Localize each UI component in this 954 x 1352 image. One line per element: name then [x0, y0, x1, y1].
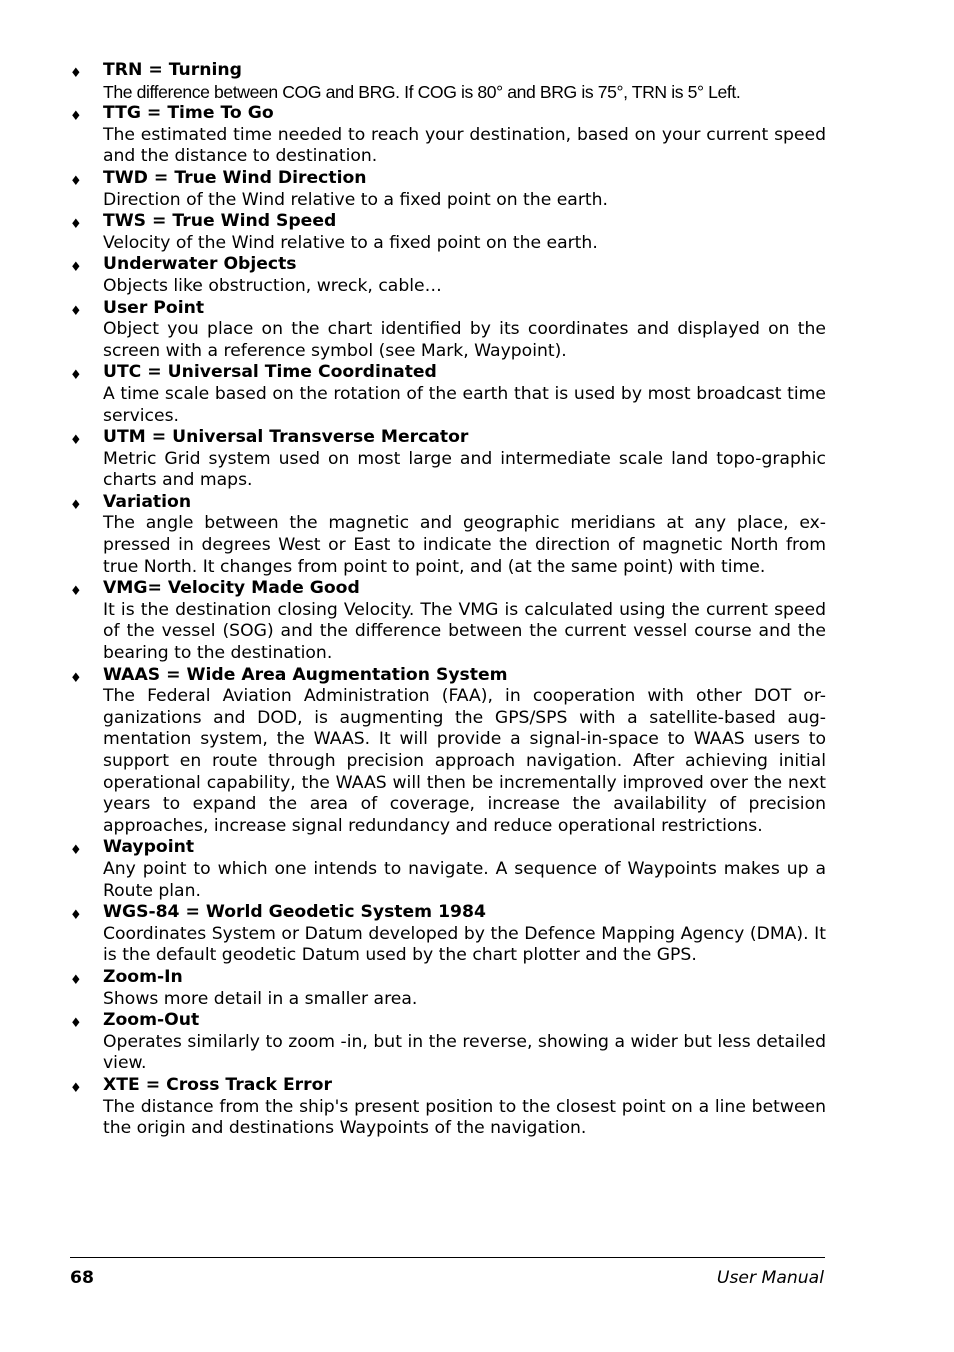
glossary-term: TRN = Turning	[103, 60, 242, 80]
footer-title: User Manual	[716, 1268, 824, 1288]
glossary-term: Underwater Objects	[103, 254, 297, 275]
glossary-entry	[70, 298, 826, 363]
glossary-entry	[70, 837, 826, 902]
glossary-entry	[70, 902, 826, 967]
glossary-entry	[70, 254, 826, 297]
glossary-entry	[70, 427, 826, 492]
glossary-definition: The difference between COG and BRG. If COG is 80° and BRG is 75°, TRN is 5° Left.	[103, 81, 741, 102]
diamond-bullet-icon: ♦	[70, 433, 82, 449]
glossary-term: UTM = Universal Transverse Mercator	[103, 427, 469, 448]
glossary-entry	[70, 211, 826, 254]
glossary-entry	[70, 578, 826, 664]
glossary-term: TWD = True Wind Direction	[103, 167, 367, 188]
glossary-definition: Coordinates System or Datum developed by the Defence Mapping Agency (DMA). It is the default geodetic Datum used by the chart plotter and the GPS.	[103, 923, 826, 966]
diamond-bullet-icon: ♦	[70, 260, 82, 276]
diamond-bullet-icon: ♦	[70, 1016, 82, 1032]
glossary-term: WGS-84 = World Geodetic System 1984	[103, 902, 486, 923]
glossary-entry	[70, 492, 826, 578]
diamond-bullet-icon: ♦	[70, 303, 82, 319]
glossary-definition: Velocity of the Wind relative to a fixed point on the earth.	[103, 232, 598, 253]
glossary-term: TWS = True Wind Speed	[103, 211, 337, 232]
glossary-definition: Objects like obstruction, wreck, cable…	[103, 275, 442, 296]
diamond-bullet-icon: ♦	[70, 173, 82, 189]
glossary-entry	[70, 168, 826, 211]
diamond-bullet-icon: ♦	[70, 1080, 82, 1096]
glossary-definition: Any point to which one intends to navigate. A sequence of Waypoints makes up a Route plan.	[103, 858, 826, 901]
glossary-definition: The Federal Aviation Administration (FAA), in cooperation with other DOT or-ganizations and DOD, is augmenting the GPS/SPS with a satellite-based aug-mentation system, the WAAS. It will provide a signal-in-space to WAAS users to support en route through precision approach navigation. After achieving initial operational capability, the WAAS will then be incrementally improved over the next years to expand the area of coverage, increase the availability of precision approaches, increase signal redundancy and reduce operational restrictions.	[103, 686, 826, 836]
glossary-entry	[70, 1010, 826, 1075]
diamond-bullet-icon: ♦	[70, 670, 82, 686]
glossary-entry	[70, 103, 826, 168]
glossary-definition: The distance from the ship's present position to the closest point on a line between the origin and destinations Waypoints of the navigation.	[103, 1096, 826, 1139]
glossary-term: User Point	[103, 297, 205, 318]
glossary-definition: The estimated time needed to reach your destination, based on your current speed and the distance to destination.	[103, 124, 826, 167]
glossary-term: Variation	[103, 491, 192, 512]
glossary-entry	[70, 1075, 826, 1140]
glossary-definition: A time scale based on the rotation of the earth that is used by most broadcast time services.	[103, 383, 826, 426]
glossary-definition: Direction of the Wind relative to a fixed point on the earth.	[103, 189, 608, 210]
glossary-definition: The angle between the magnetic and geographic meridians at any place, ex-pressed in degrees West or East to indicate the direction of magnetic North from true North. It changes from point to point, and (at the same point) with time.	[103, 513, 826, 577]
glossary-definition: Operates similarly to zoom -in, but in the reverse, showing a wider but less detailed view.	[103, 1031, 826, 1074]
page-number: 68	[70, 1268, 94, 1288]
glossary-term: VMG= Velocity Made Good	[103, 578, 360, 599]
glossary-term: Zoom-In	[103, 966, 183, 987]
glossary-entry	[70, 362, 826, 427]
diamond-bullet-icon: ♦	[70, 843, 82, 859]
glossary-term: TTG = Time To Go	[103, 103, 274, 124]
glossary-definition: Object you place on the chart identified by its coordinates and displayed on the screen with a reference symbol (see Mark, Waypoint).	[103, 319, 826, 361]
diamond-bullet-icon: ♦	[70, 66, 82, 81]
glossary-entry	[70, 665, 826, 838]
diamond-bullet-icon: ♦	[70, 368, 82, 384]
diamond-bullet-icon: ♦	[70, 217, 82, 233]
glossary-entry	[70, 967, 826, 1010]
footer-divider	[70, 1257, 825, 1258]
glossary-entry	[70, 60, 826, 103]
diamond-bullet-icon: ♦	[70, 584, 82, 600]
glossary-term: XTE = Cross Track Error	[103, 1074, 332, 1095]
glossary-list	[70, 60, 826, 1140]
glossary-term: Zoom-Out	[103, 1010, 200, 1031]
diamond-bullet-icon: ♦	[70, 972, 82, 988]
glossary-term: Waypoint	[103, 837, 195, 858]
diamond-bullet-icon: ♦	[70, 497, 82, 513]
glossary-definition: Metric Grid system used on most large and intermediate scale land topo-graphic charts and maps.	[103, 448, 826, 491]
diamond-bullet-icon: ♦	[70, 908, 82, 924]
glossary-term: UTC = Universal Time Coordinated	[103, 362, 437, 383]
glossary-definition: Shows more detail in a smaller area.	[103, 988, 418, 1009]
glossary-definition: It is the destination closing Velocity. The VMG is calculated using the current speed of the vessel (SOG) and the difference between the current vessel course and the bearing to the destination.	[103, 599, 826, 664]
diamond-bullet-icon: ♦	[70, 109, 82, 125]
glossary-term: WAAS = Wide Area Augmentation System	[103, 664, 508, 685]
